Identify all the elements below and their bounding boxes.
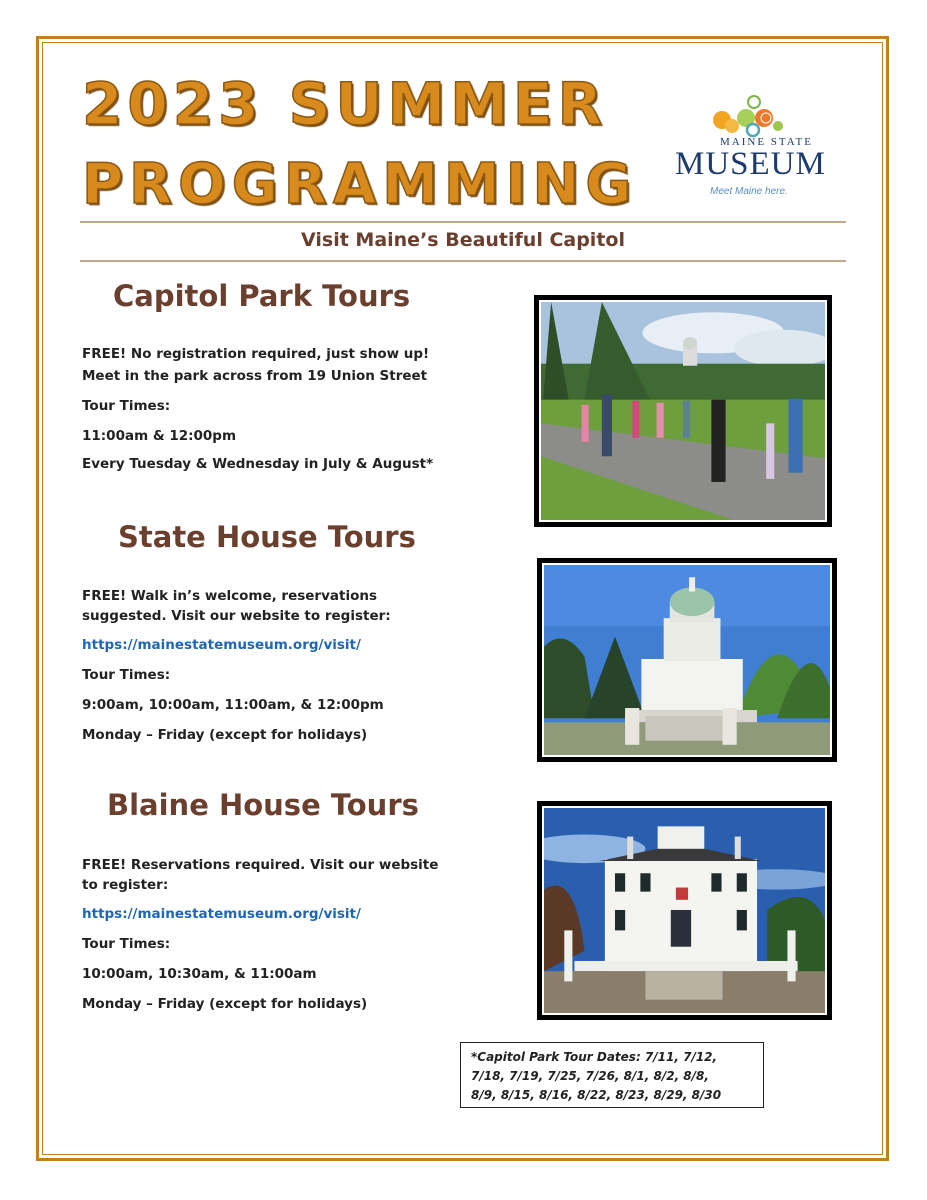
state-house-intro-1: FREE! Walk in’s welcome, reservations: [82, 588, 378, 604]
page-subtitle: Visit Maine’s Beautiful Capitol: [301, 229, 625, 251]
capitol-park-times: 11:00am & 12:00pm: [82, 428, 237, 444]
capitol-park-times-label: Tour Times:: [82, 398, 171, 414]
blaine-house-photo: [537, 801, 832, 1020]
blaine-house-website-link[interactable]: https://mainestatemuseum.org/visit/: [82, 906, 361, 922]
divider-top: [80, 221, 846, 223]
state-house-photo: [537, 558, 837, 762]
blaine-house-days: Monday – Friday (except for holidays): [82, 996, 368, 1012]
tour-dates-note: [460, 1042, 764, 1108]
tour-dates-line3: 8/9, 8/15, 8/16, 8/22, 8/23, 8/29, 8/30: [471, 1088, 722, 1102]
section-heading-state-house: State House Tours: [118, 520, 416, 554]
capitol-park-intro-2: Meet in the park across from 19 Union Street: [82, 368, 428, 384]
page-title-line1: 2023 SUMMER: [82, 70, 608, 138]
logo-line1: MAINE STATE: [720, 136, 813, 148]
museum-logo: [672, 94, 842, 204]
gears-icon: [708, 94, 788, 138]
section-heading-capitol-park: Capitol Park Tours: [113, 279, 411, 313]
state-house-website-link[interactable]: https://mainestatemuseum.org/visit/: [82, 637, 361, 653]
blaine-house-intro-1: FREE! Reservations required. Visit our website: [82, 857, 439, 873]
page-title-line2: PROGRAMMING: [82, 152, 638, 217]
divider-bottom: [80, 260, 846, 262]
blaine-house-times: 10:00am, 10:30am, & 11:00am: [82, 966, 317, 982]
state-house-intro-2: suggested. Visit our website to register:: [82, 608, 391, 624]
state-house-days: Monday – Friday (except for holidays): [82, 727, 368, 743]
blaine-house-intro-2: to register:: [82, 877, 169, 893]
state-house-times-label: Tour Times:: [82, 667, 171, 683]
section-heading-blaine-house: Blaine House Tours: [107, 788, 419, 822]
tour-dates-line1: *Capitol Park Tour Dates: 7/11, 7/12,: [471, 1050, 718, 1064]
capitol-park-photo: [534, 295, 832, 527]
logo-line2: MUSEUM: [675, 146, 826, 182]
logo-tagline: Meet Maine here.: [710, 186, 788, 197]
state-house-times: 9:00am, 10:00am, 11:00am, & 12:00pm: [82, 697, 384, 713]
capitol-park-intro-1: FREE! No registration required, just show up!: [82, 346, 430, 362]
capitol-park-days: Every Tuesday & Wednesday in July & August*: [82, 456, 434, 472]
tour-dates-line2: 7/18, 7/19, 7/25, 7/26, 8/1, 8/2, 8/8,: [471, 1069, 709, 1083]
blaine-house-times-label: Tour Times:: [82, 936, 171, 952]
